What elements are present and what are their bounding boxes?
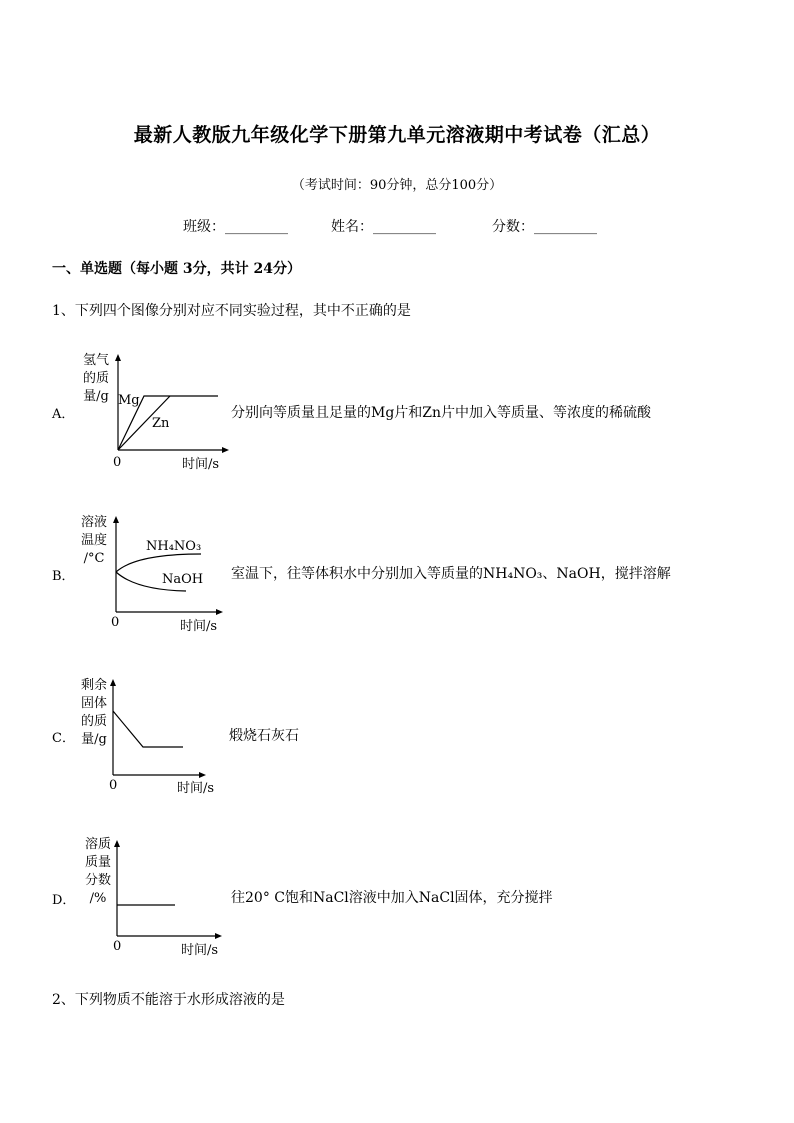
graph-a-y-arrow	[115, 354, 121, 361]
graph-d-xlabel: 时间/s	[181, 943, 219, 958]
option-c-letter: C．	[52, 731, 75, 746]
graph-c-x-arrow	[199, 772, 206, 778]
graph-b-ylabel-line: /°C	[83, 551, 105, 566]
graph-d	[107, 838, 237, 967]
class-field: 班级：_________	[183, 219, 288, 235]
name-field: 姓名：_________	[331, 219, 436, 235]
graph-b-y-arrow	[113, 516, 119, 523]
graph-a-origin: 0	[113, 455, 122, 470]
option-b-text: 室温下，往等体积水中分别加入等质量的NH₄NO₃、NaOH，搅拌溶解	[231, 566, 671, 582]
graph-c-svg	[103, 677, 233, 802]
graph-c-ylabel-line: 固体	[80, 696, 107, 711]
page-title: 最新人教版九年级化学下册第九单元溶液期中考试卷（汇总）	[133, 124, 661, 146]
graph-d-origin: 0	[113, 939, 122, 954]
question-2-stem: 2、下列物质不能溶于水形成溶液的是	[52, 992, 285, 1008]
option-d-letter: D．	[52, 893, 76, 908]
graph-d-ylabel-line: 分数	[84, 873, 111, 888]
graph-d-x-arrow	[215, 933, 222, 939]
graph-b-ylabel-line: 温度	[80, 533, 107, 548]
graph-a	[108, 352, 238, 481]
option-a-text: 分别向等质量且足量的Mg片和Zn片中加入等质量、等浓度的稀硫酸	[231, 405, 652, 421]
graph-d-y-arrow	[114, 840, 120, 847]
graph-c-origin: 0	[109, 778, 118, 793]
graph-c-ylabel-line: 量/g	[81, 732, 107, 747]
graph-d-svg	[107, 838, 237, 963]
graph-d-ylabel-line: 溶质	[84, 837, 111, 852]
option-d-text: 往20° C饱和NaCl溶液中加入NaCl固体，充分搅拌	[231, 890, 553, 906]
graph-a-svg	[108, 352, 238, 477]
graph-c-ylabel-line: 剩余	[80, 678, 107, 693]
graph-c	[103, 677, 233, 806]
graph-b-curve-nh4no3	[116, 554, 201, 572]
option-b-letter: B．	[52, 569, 75, 584]
graph-a-ylabel-line: 的质	[82, 371, 109, 386]
graph-a-ylabel-line: 量/g	[83, 389, 109, 404]
graph-b	[106, 514, 236, 643]
graph-c-y-arrow	[110, 679, 116, 686]
graph-a-x-arrow	[222, 447, 229, 453]
graph-c-xlabel: 时间/s	[177, 781, 215, 796]
graph-b-x-arrow	[216, 609, 223, 615]
graph-b-svg	[106, 514, 236, 639]
score-field: 分数：_________	[492, 219, 597, 235]
graph-b-nh4no3-label: NH₄NO₃	[146, 539, 202, 554]
graph-c-ylabel-line: 的质	[80, 714, 107, 729]
section-heading: 一、单选题（每小题 3分，共计 24分）	[52, 261, 301, 277]
graph-a-mg-label: Mg	[118, 393, 140, 408]
option-c-text: 煅烧石灰石	[229, 728, 299, 744]
graph-a-ylabel-line: 氢气	[82, 353, 109, 368]
graph-b-ylabel-line: 溶液	[80, 515, 107, 530]
graph-b-naoh-label: NaOH	[162, 572, 204, 587]
graph-a-zn-label: Zn	[152, 416, 170, 431]
graph-b-xlabel: 时间/s	[180, 619, 218, 634]
exam-info: （考试时间：90分钟，总分100分）	[291, 178, 503, 193]
graph-d-ylabel-line: 质量	[84, 855, 111, 870]
graph-a-xlabel: 时间/s	[182, 457, 220, 472]
graph-b-origin: 0	[111, 615, 120, 630]
graph-c-curve	[113, 711, 183, 747]
option-a-letter: A．	[52, 407, 75, 422]
question-1-stem: 1、下列四个图像分别对应不同实验过程，其中不正确的是	[52, 303, 411, 319]
graph-d-ylabel-line: /%	[89, 891, 107, 906]
